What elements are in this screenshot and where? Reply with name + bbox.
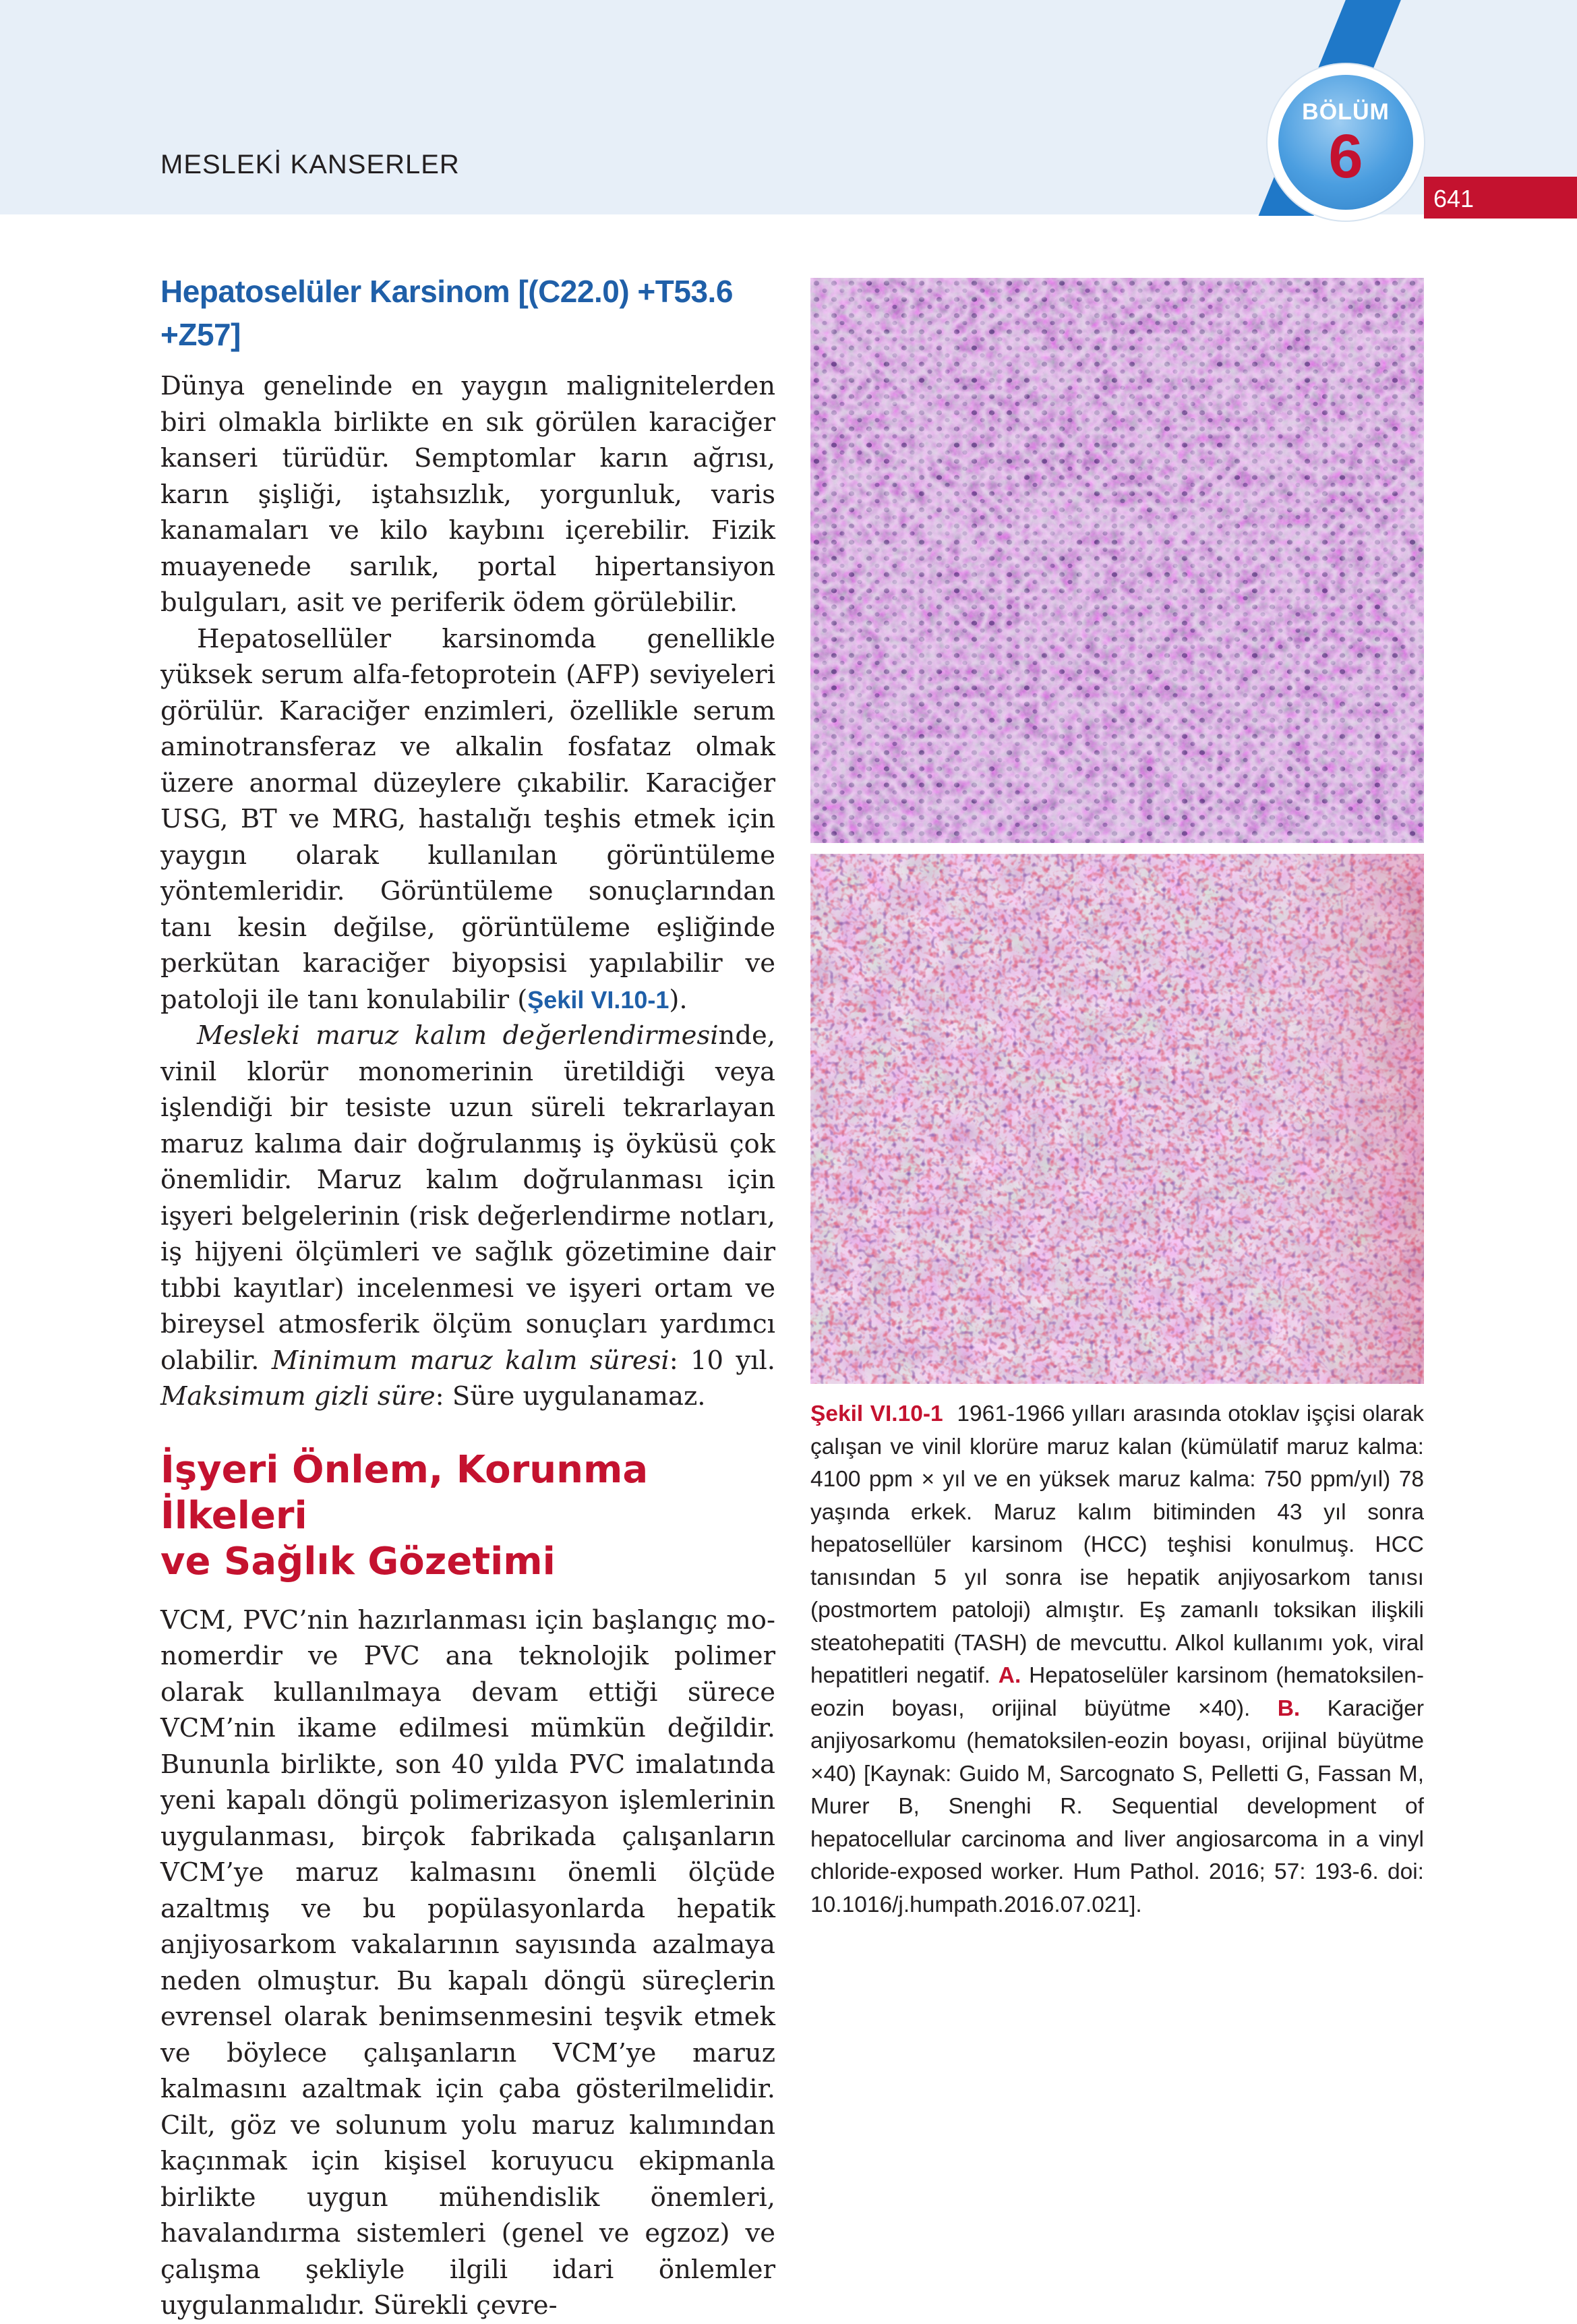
- italic-term: Maksimum gizli süre: [160, 1381, 436, 1412]
- paragraph-exposure-assessment: [160, 1018, 775, 1415]
- caption-text: Hepatoselüler karsinom (hematoksilen-eozin boyası, orijinal büyütme ×40).: [810, 1663, 1424, 1721]
- caption-text: Karaciğer anjiyosarkomu (hematoksilen-eozin boyası, orijinal büyütme ×40) [Kaynak: Guido M, Sarcognato S, Pelletti G, Fassan M, Murer B, Snenghi R. Sequential development of hepatocellular carcinoma and liver angiosarcoma in a vinyl chloride-exposed worker. Hum Pathol. 2016; 57: 193-6. doi: 10.1016/j.humpath.2016.07.021].: [810, 1695, 1424, 1917]
- section-heading-prevention: [160, 1447, 775, 1585]
- section-heading-hcc: Hepatoselüler Karsinom [(C22.0) +T53.6 +Z57]: [160, 274, 733, 352]
- caption-text: 1961-1966 yılları arasında otoklav işçisi olarak çalışan ve vinil klorüre maruz kalan (kümülatif maruz kalma: 4100 ppm × yıl ve en yüksek maruz kalma: 750 ppm/yıl) 78 yaşında erkek. Maruz kalım bitiminden 43 yıl sonra hepatosellüler karsinom (HCC) teşhisi konulmuş. HCC tanısından 5 yıl sonra ise hepatik anjiyosarkom tanısı (postmortem patoloji) almıştır. Eş zamanlı toksikan ilişkili steatohepatiti (TASH) de mevcuttu. Alkol kullanımı yok, viral hepatitleri negatif.: [810, 1401, 1424, 1688]
- chapter-number: 6: [1328, 122, 1363, 191]
- caption-panel-b-label: B.: [1277, 1695, 1301, 1721]
- paragraph-text: : Süre uygulanamaz.: [435, 1381, 706, 1412]
- figure-reference-link[interactable]: Şekil VI.10-1: [527, 985, 670, 1014]
- micrograph-b-image: [810, 854, 1424, 1384]
- micrograph-b-angiosarcoma: [810, 854, 1424, 1384]
- heading-line: İşyeri Önlem, Korunma İlkeleri: [160, 1447, 649, 1538]
- chapter-label: BÖLÜM: [1302, 99, 1390, 125]
- caption-panel-a-label: A.: [998, 1663, 1021, 1688]
- page-number: 641: [1433, 185, 1475, 212]
- paragraph-text: nde, vinil klorür monomerinin üretildiği veya işlendiği bir tesiste uzun süreli tekrarlayan maruz kalıma dair doğrulanmış iş öyküsü çok önemlidir. Maruz kalım doğrulanması için işyeri belgelerinin (risk değerlendirme notları, iş hijyeni ölçümleri ve sağlık gözetimine dair tıbbi kayıtlar) incelenmesi ve işyeri ortam ve bireysel atmosferik ölçüm sonuçları yardımcı olabilir.: [160, 1020, 775, 1376]
- running-head: MESLEKİ KANSERLER: [160, 150, 460, 179]
- main-text-column: [160, 270, 775, 2324]
- paragraph-text: Hepatosellüler karsinomda genellikle yüksek serum alfa-fetoprotein (AFP) seviyeleri görülür. Karaciğer enzimleri, özellikle serum aminotransferaz ve alkalin fosfataz olmak üzere anormal düzeylere çıkabilir. Karaciğer USG, BT ve MRG, hastalığı teşhis etmek için yaygın olarak kullanılan görüntüleme yöntemleridir. Görüntüleme sonuçlarından tanı kesin değilse, görüntüleme eşliğinde perkütan karaciğer biyopsisi yapılabilir ve patoloji ile tanı konulabilir (: [160, 623, 775, 1015]
- paragraph-hcc-symptoms: Dünya genelinde en yaygın malignitelerden biri olmakla birlikte en sık görülen karaciğer kanseri türüdür. Semptomlar karın ağrısı, karın şişliği, iştahsızlık, yorgunluk, varis kanamaları ve kilo kaybını içerebilir. Fizik muayenede sarılık, portal hipertansiyon bulguları, asit ve periferik ödem görülebilir.: [160, 371, 775, 618]
- paragraph-prevention: VCM, PVC’nin hazırlanması için başlangıç monomerdir ve PVC ana teknolojik polimer olarak kullanılmaya devam ettiği sürece VCM’nin ikame edilmesi mümkün değildir. Bununla birlikte, son 40 yılda PVC imalatında yeni kapalı döngü polimerizasyon işlemlerinin uygulanması, birçok fabrikada çalışanların VCM’ye maruz kalmasını önemli ölçüde azaltmış ve bu popülasyonlarda hepatik anjiyosarkom vakalarının sayısında azalmaya neden olmuştur. Bu kapalı döngü süreçlerin evrensel olarak benimsenmesini teşvik etmek ve böylece çalışanların VCM’ye maruz kalmasını azaltmak için çaba gösterilmelidir. Cilt, göz ve solunum yolu maruz kalımından kaçınmak için kişisel koruyucu ekipmanla birlikte uygun mühendislik önemleri, havalandırma sistemleri (genel ve egzoz) ve çalışma şekliyle ilgili idari önlemler uygulanmalıdır. Sürekli çevre-: [160, 1604, 775, 2321]
- paragraph-text: : 10 yıl.: [669, 1345, 776, 1376]
- figure-caption: [810, 1398, 1424, 1921]
- paragraph-text: ).: [669, 984, 688, 1015]
- micrograph-a-hepatocellular-carcinoma: [810, 278, 1424, 843]
- italic-term: Mesleki maruz kalım değerlendirmesi: [197, 1020, 719, 1051]
- micrograph-a-image: [810, 278, 1424, 843]
- italic-term: Minimum maruz kalım süresi: [271, 1345, 670, 1376]
- figure-caption-label: Şekil VI.10-1: [810, 1401, 943, 1426]
- chapter-badge-inner: [1278, 75, 1413, 210]
- paragraph-hcc-diagnosis: [160, 621, 775, 1018]
- chapter-badge: [1268, 64, 1424, 221]
- heading-line: ve Sağlık Gözetimi: [160, 1539, 556, 1584]
